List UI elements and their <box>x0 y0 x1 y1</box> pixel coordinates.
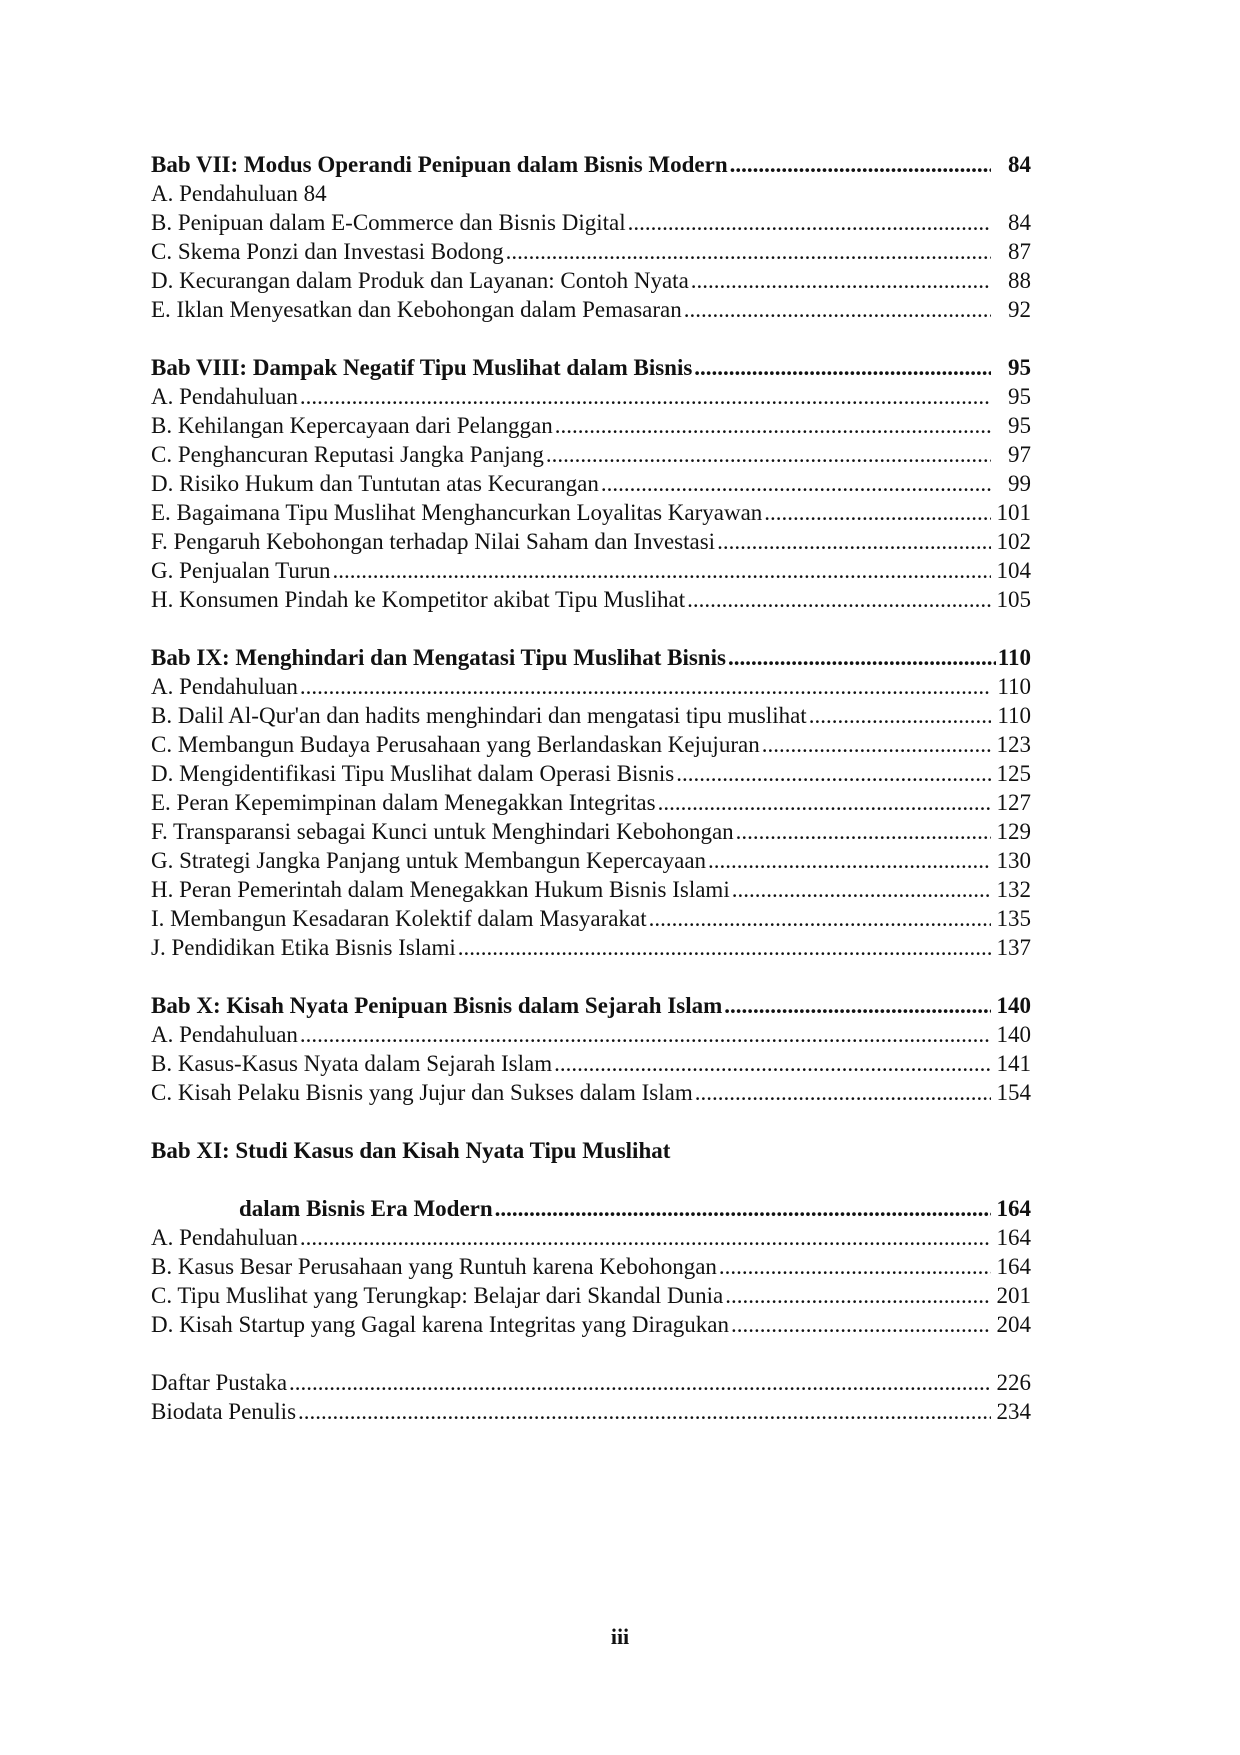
page-ref: 102 <box>996 529 1031 554</box>
dot-leader <box>555 411 991 440</box>
entry-title: C. Kisah Pelaku Bisnis yang Jujur dan Sukses dalam Islam <box>151 1080 693 1105</box>
dot-leader <box>546 440 991 469</box>
entry-title: C. Tipu Muslihat yang Terungkap: Belajar dari Skandal Dunia <box>151 1283 724 1308</box>
entry-title: B. Dalil Al-Qur'an dan hadits menghindari dan mengatasi tipu muslihat <box>151 703 807 728</box>
dot-leader <box>695 1078 991 1107</box>
dot-leader <box>628 208 991 237</box>
entry-title: F. Transparansi sebagai Kunci untuk Menghindari Kebohongan <box>151 819 734 844</box>
toc-entry <box>151 179 1031 208</box>
toc-entry <box>151 527 1031 556</box>
toc-entry <box>151 469 1031 498</box>
entry-title: D. Kisah Startup yang Gagal karena Integritas yang Diragukan <box>151 1312 730 1337</box>
dot-leader <box>809 701 991 730</box>
page-ref: 125 <box>996 761 1031 786</box>
entry-title: A. Pendahuluan <box>151 1225 298 1250</box>
toc-entry <box>151 730 1031 759</box>
dot-leader <box>730 150 991 179</box>
toc-entry <box>151 846 1031 875</box>
entry-title: A. Pendahuluan <box>151 674 298 699</box>
page-ref: 110 <box>997 674 1031 699</box>
toc-section <box>151 353 1031 614</box>
page-ref: 164 <box>996 1225 1031 1250</box>
dot-leader <box>764 498 991 527</box>
dot-leader <box>684 295 991 324</box>
toc-entry <box>151 498 1031 527</box>
toc-entry <box>151 411 1031 440</box>
page-ref: 129 <box>996 819 1031 844</box>
page-ref: 95 <box>1008 355 1031 380</box>
page-ref: 92 <box>1008 297 1031 322</box>
toc-entry <box>151 1281 1031 1310</box>
toc-entry <box>151 295 1031 324</box>
page-ref: 127 <box>996 790 1031 815</box>
entry-title: I. Membangun Kesadaran Kolektif dalam Masyarakat <box>151 906 647 931</box>
chapter-title: dalam Bisnis Era Modern <box>239 1196 493 1221</box>
toc-section <box>151 643 1031 962</box>
dot-leader <box>300 1020 991 1049</box>
toc-entry <box>151 1252 1031 1281</box>
toc-entry <box>151 440 1031 469</box>
entry-title: B. Kasus-Kasus Nyata dalam Sejarah Islam <box>151 1051 553 1076</box>
dot-leader <box>289 1368 991 1397</box>
dot-leader <box>458 933 991 962</box>
entry-title: H. Peran Pemerintah dalam Menegakkan Hukum Bisnis Islami <box>151 877 730 902</box>
page-ref: 104 <box>996 558 1031 583</box>
toc-entry <box>151 1310 1031 1339</box>
dot-leader <box>725 1281 991 1310</box>
entry-title: C. Penghancuran Reputasi Jangka Panjang <box>151 442 544 467</box>
toc-entry <box>151 701 1031 730</box>
page-ref: 132 <box>996 877 1031 902</box>
entry-title: C. Skema Ponzi dan Investasi Bodong <box>151 239 504 264</box>
toc-entry <box>151 759 1031 788</box>
entry-title: A. Pendahuluan <box>151 1022 298 1047</box>
toc-entry <box>151 904 1031 933</box>
page-ref: 154 <box>996 1080 1031 1105</box>
toc-entry <box>151 817 1031 846</box>
dot-leader <box>724 991 991 1020</box>
entry-title: Biodata Penulis <box>151 1399 297 1424</box>
page-ref: 137 <box>996 935 1031 960</box>
dot-leader <box>708 846 991 875</box>
toc-entry <box>151 788 1031 817</box>
page-ref: 110 <box>997 645 1031 670</box>
page-ref: 105 <box>996 587 1031 612</box>
toc-section <box>151 991 1031 1107</box>
chapter-title: Bab X: Kisah Nyata Penipuan Bisnis dalam Sejarah Islam <box>151 993 723 1018</box>
page-ref: 234 <box>996 1399 1031 1424</box>
toc-chapter-heading <box>151 353 1031 382</box>
dot-leader <box>694 353 991 382</box>
entry-title: J. Pendidikan Etika Bisnis Islami <box>151 935 456 960</box>
page-ref: 84 <box>1008 152 1031 177</box>
page-ref: 101 <box>996 500 1031 525</box>
page-ref: 164 <box>996 1254 1031 1279</box>
page-ref: 123 <box>996 732 1031 757</box>
toc-section <box>151 1368 1031 1426</box>
dot-leader <box>506 237 991 266</box>
toc-section <box>151 1136 1031 1339</box>
dot-leader <box>728 643 996 672</box>
toc-entry <box>151 556 1031 585</box>
toc-entry <box>151 1223 1031 1252</box>
dot-leader <box>691 266 991 295</box>
dot-leader <box>719 1252 991 1281</box>
toc-entry <box>151 266 1031 295</box>
dot-leader <box>676 759 991 788</box>
page-number: iii <box>610 1624 630 1649</box>
page-ref: 84 <box>1008 210 1031 235</box>
page-ref: 97 <box>1008 442 1031 467</box>
toc-entry <box>151 1368 1031 1397</box>
entry-title: B. Kasus Besar Perusahaan yang Runtuh karena Kebohongan <box>151 1254 717 1279</box>
page-ref: 99 <box>1008 471 1031 496</box>
entry-title: G. Strategi Jangka Panjang untuk Membangun Kepercayaan <box>151 848 707 873</box>
entry-title: A. Pendahuluan <box>151 384 298 409</box>
dot-leader <box>554 1049 991 1078</box>
entry-title: D. Risiko Hukum dan Tuntutan atas Kecurangan <box>151 471 599 496</box>
toc-entry <box>151 933 1031 962</box>
toc-entry <box>151 1078 1031 1107</box>
page-ref: 135 <box>996 906 1031 931</box>
chapter-title: Bab VIII: Dampak Negatif Tipu Muslihat dalam Bisnis <box>151 355 693 380</box>
entry-title: B. Penipuan dalam E-Commerce dan Bisnis Digital <box>151 210 626 235</box>
toc-entry <box>151 585 1031 614</box>
dot-leader <box>300 382 991 411</box>
chapter-title: Bab VII: Modus Operandi Penipuan dalam Bisnis Modern <box>151 152 728 177</box>
entry-title: D. Kecurangan dalam Produk dan Layanan: Contoh Nyata <box>151 268 689 293</box>
entry-title: A. Pendahuluan 84 <box>151 181 327 206</box>
toc-chapter-heading <box>151 643 1031 672</box>
dot-leader <box>300 1223 991 1252</box>
page-ref: 95 <box>1008 384 1031 409</box>
entry-title: B. Kehilangan Kepercayaan dari Pelanggan <box>151 413 553 438</box>
dot-leader <box>649 904 991 933</box>
table-of-contents <box>151 150 1031 1455</box>
page-ref: 130 <box>996 848 1031 873</box>
chapter-title: Bab IX: Menghindari dan Mengatasi Tipu Muslihat Bisnis <box>151 645 726 670</box>
toc-entry <box>151 875 1031 904</box>
page-ref: 141 <box>996 1051 1031 1076</box>
page-ref: 140 <box>996 993 1031 1018</box>
dot-leader <box>762 730 991 759</box>
toc-chapter-heading <box>151 991 1031 1020</box>
toc-entry <box>151 382 1031 411</box>
toc-entry <box>151 1049 1031 1078</box>
entry-title: E. Bagaimana Tipu Muslihat Menghancurkan Loyalitas Karyawan <box>151 500 763 525</box>
toc-entry <box>151 237 1031 266</box>
toc-entry <box>151 672 1031 701</box>
dot-leader <box>732 875 991 904</box>
chapter-title: Bab XI: Studi Kasus dan Kisah Nyata Tipu Muslihat <box>151 1138 671 1163</box>
heading-gap <box>151 1165 1031 1194</box>
entry-title: Daftar Pustaka <box>151 1370 288 1395</box>
dot-leader <box>298 1397 991 1426</box>
dot-leader <box>658 788 991 817</box>
entry-title: F. Pengaruh Kebohongan terhadap Nilai Saham dan Investasi <box>151 529 716 554</box>
page-ref: 88 <box>1008 268 1031 293</box>
entry-title: C. Membangun Budaya Perusahaan yang Berlandaskan Kejujuran <box>151 732 760 757</box>
page-ref: 110 <box>997 703 1031 728</box>
toc-chapter-heading <box>151 150 1031 179</box>
toc-chapter-heading <box>151 1194 1031 1223</box>
dot-leader <box>717 527 991 556</box>
dot-leader <box>687 585 991 614</box>
toc-entry <box>151 208 1031 237</box>
page-ref: 201 <box>996 1283 1031 1308</box>
dot-leader <box>300 672 991 701</box>
entry-title: E. Iklan Menyesatkan dan Kebohongan dalam Pemasaran <box>151 297 682 322</box>
dot-leader <box>736 817 991 846</box>
page-ref: 87 <box>1008 239 1031 264</box>
page-ref: 226 <box>996 1370 1031 1395</box>
page-ref: 204 <box>996 1312 1031 1337</box>
entry-title: E. Peran Kepemimpinan dalam Menegakkan Integritas <box>151 790 656 815</box>
toc-section <box>151 150 1031 324</box>
toc-chapter-heading <box>151 1136 1031 1165</box>
entry-title: G. Penjualan Turun <box>151 558 331 583</box>
toc-entry <box>151 1020 1031 1049</box>
dot-leader <box>731 1310 991 1339</box>
dot-leader <box>495 1194 991 1223</box>
page-ref: 140 <box>996 1022 1031 1047</box>
dot-leader <box>333 556 991 585</box>
entry-title: H. Konsumen Pindah ke Kompetitor akibat Tipu Muslihat <box>151 587 686 612</box>
page-ref: 95 <box>1008 413 1031 438</box>
toc-entry <box>151 1397 1031 1426</box>
page-ref: 164 <box>996 1196 1031 1221</box>
dot-leader <box>601 469 991 498</box>
entry-title: D. Mengidentifikasi Tipu Muslihat dalam Operasi Bisnis <box>151 761 675 786</box>
